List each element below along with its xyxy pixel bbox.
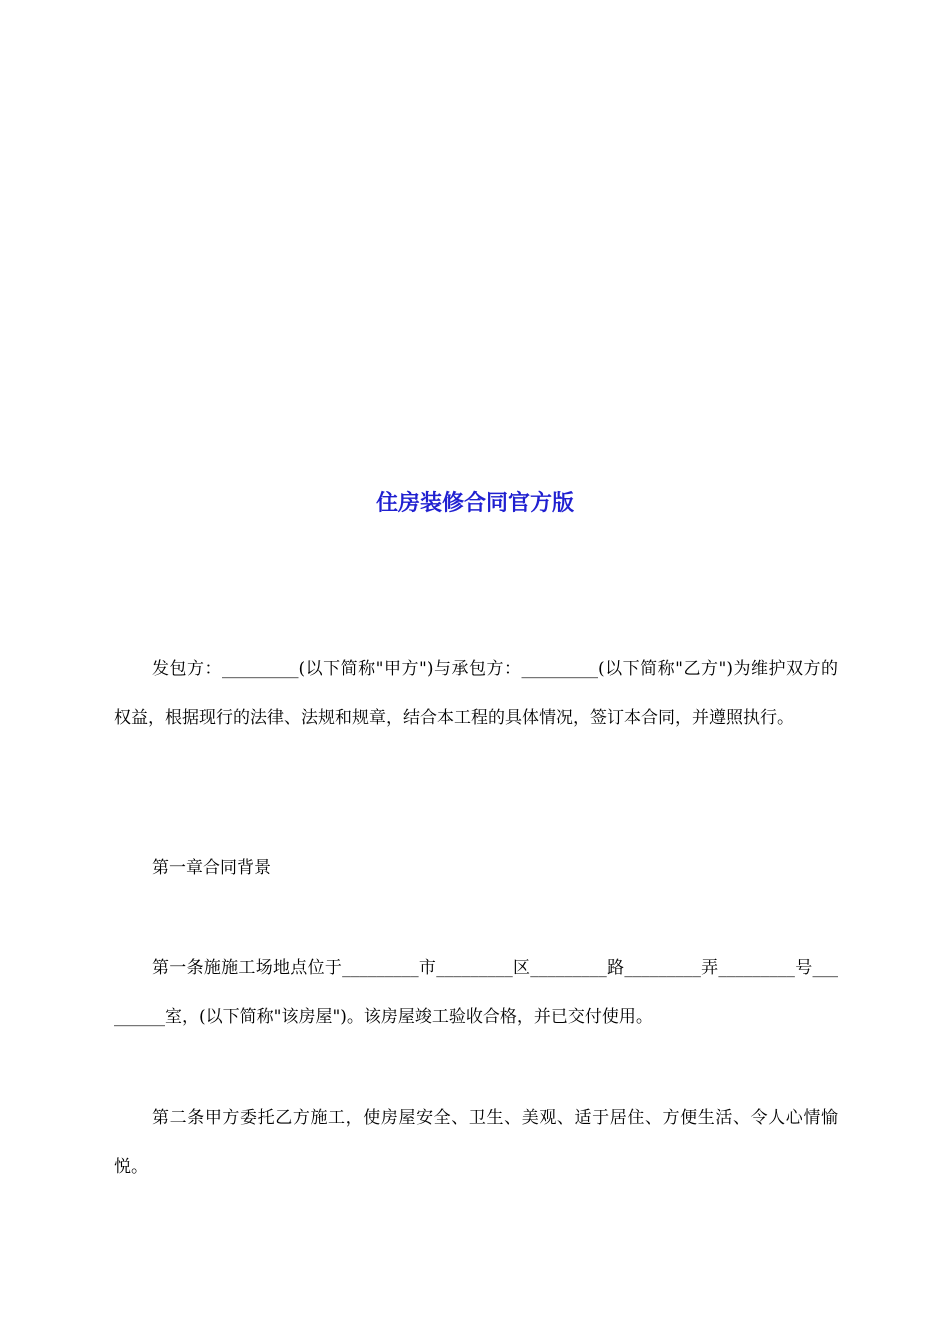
article-one: 第一条施施工场地点位于_________市_________区_________路_________弄_________号_________室，(以下简称"该房屋")。该房屋竣工验收合格，并已交付使用。 (114, 958, 838, 1027)
document-title: 住房装修合同官方版 (375, 491, 574, 516)
article-two: 第二条甲方委托乙方施工，使房屋安全、卫生、美观、适于居住、方便生活、令人心情愉悦。 (114, 1108, 838, 1177)
chapter-heading: 第一章合同背景 (152, 858, 271, 878)
paragraph-preamble: 发包方：_________(以下简称"甲方")与承包方：_________(以下简称"乙方")为维护双方的权益，根据现行的法律、法规和规章，结合本工程的具体情况，签订本合同，并遵照执行。 (114, 659, 838, 728)
